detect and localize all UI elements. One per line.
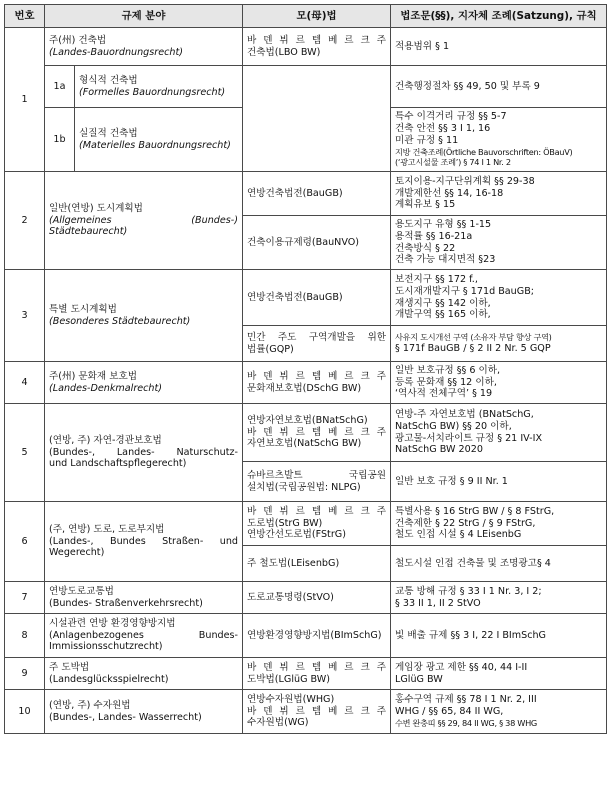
parent-law-cell	[243, 502, 391, 546]
provision-line: 일반 보호 규정 § 9 II Nr. 1	[395, 475, 508, 487]
provision-line: LGlüG BW	[395, 673, 443, 685]
category-ko: (연방, 주) 수자원법	[49, 699, 131, 711]
category-ko: 연방도로교통법	[49, 585, 114, 597]
parent-law-cell	[243, 270, 391, 326]
law-line: 슈바르츠발트 국립공원	[247, 469, 386, 481]
parent-law-cell	[243, 658, 391, 690]
category-de: Immissionsschutzrecht)	[49, 641, 163, 653]
provision-line: 개발제한선 §§ 14, 16-18	[395, 187, 504, 199]
subcategory-id: 1a	[45, 66, 75, 108]
provisions-cell	[391, 172, 607, 216]
provisions-cell	[391, 108, 607, 172]
row-number: 4	[5, 362, 45, 404]
category-cell	[45, 582, 243, 614]
law-line: 법률(GQP)	[247, 343, 294, 355]
table-row	[5, 362, 607, 404]
provision-line: 개발구역 §§ 165 이하,	[395, 309, 491, 321]
category-de: (Anlagenbezogenes Bundes-	[49, 629, 238, 641]
category-ko: 시설관련 연방 환경영향방지법	[49, 617, 176, 629]
provision-line: 일반 보호규정 §§ 6 이하,	[395, 364, 501, 376]
parent-law-cell	[243, 614, 391, 658]
provisions-cell	[391, 66, 607, 108]
header-provisions: 법조문(§§), 지자체 조례(Satzung), 규칙	[391, 5, 607, 28]
category-cell	[45, 614, 243, 658]
law-line: 바 덴 뷔 르 템 베 르 크 주	[247, 370, 386, 382]
law-line: 연방건축법전(BauGB)	[247, 187, 343, 199]
law-line: 연방건축법전(BauGB)	[247, 291, 343, 303]
category-de: (Bundes-, Landes- Wasserrecht)	[49, 711, 202, 723]
law-line: 바 덴 뷔 르 템 베 르 크 주	[247, 505, 386, 517]
law-line: 연방자연보호법(BNatSchG)	[247, 414, 368, 426]
law-line: 도로법(StrG BW)	[247, 517, 323, 529]
law-line: 설치법(국립공원법: NLPG)	[247, 481, 361, 493]
provision-line: 용도지구 유형 §§ 1-15	[395, 218, 492, 230]
category-cell	[45, 172, 243, 270]
provisions-cell	[391, 216, 607, 270]
parent-law-cell	[243, 582, 391, 614]
provision-line: 홍수구역 규제 §§ 78 I 1 Nr. 2, III	[395, 694, 537, 706]
law-line: 문화재보호법(DSchG BW)	[247, 382, 362, 394]
category-de: (Landes-, Bundes Straßen- und	[49, 535, 238, 547]
provisions-cell	[391, 546, 607, 582]
law-line: 자연보호법(NatSchG BW)	[247, 438, 362, 450]
subcategory-cell	[75, 66, 243, 108]
header-category: 규제 분야	[45, 5, 243, 28]
subcategory-id: 1b	[45, 108, 75, 172]
provisions-cell	[391, 270, 607, 326]
provision-line: NatSchG BW) §§ 20 이하,	[395, 420, 512, 432]
row-number: 8	[5, 614, 45, 658]
row-number: 2	[5, 172, 45, 270]
category-ko: 주(州) 건축법	[49, 34, 107, 46]
provision-line: 철도시설 인접 건축물 및 조명광고§ 4	[395, 557, 551, 569]
provision-line: 보전지구 §§ 172 f.,	[395, 273, 478, 285]
parent-law-cell	[243, 326, 391, 362]
provision-line: 철도 인접 시설 § 4 LEisenbG	[395, 529, 522, 541]
provision-line: 건축제한 § 22 StrG / § 9 FStrG,	[395, 517, 536, 529]
category-cell	[45, 502, 243, 582]
law-line: 바 덴 뷔 르 템 베 르 크 주	[247, 661, 386, 673]
provision-line: 빛 배출 규제 §§ 3 I, 22 I BImSchG	[395, 629, 546, 641]
subcategory-ko: 실질적 건축법	[79, 127, 138, 139]
table-row	[5, 690, 607, 734]
parent-law-cell	[243, 546, 391, 582]
table-row	[5, 502, 607, 546]
provision-line: 용적률 §§ 16-21a	[395, 230, 473, 242]
law-line: 연방환경영향방지법(BImSchG)	[247, 629, 382, 641]
parent-law-cell	[243, 66, 391, 172]
header-number: 번호	[5, 5, 45, 28]
category-de: (Allgemeines (Bundes-)	[49, 214, 238, 226]
row-number: 10	[5, 690, 45, 734]
provision-line: § 171f BauGB / § 2 II 2 Nr. 5 GQP	[395, 342, 551, 354]
law-line: 건축법(LBO BW)	[247, 46, 321, 58]
provisions-cell	[391, 690, 607, 734]
category-cell	[45, 28, 243, 66]
provision-line: NatSchG BW 2020	[395, 444, 483, 456]
provision-line: 특별사용 § 16 StrG BW / § 8 FStrG,	[395, 505, 555, 517]
parent-law-cell	[243, 362, 391, 404]
subcategory-de: (Formelles Bauordnungsrecht)	[79, 86, 226, 98]
law-line: 연방간선도로법(FStrG)	[247, 529, 346, 541]
subcategory-ko: 형식적 건축법	[79, 74, 138, 86]
regulation-table	[4, 4, 607, 734]
provision-line: 도시재개발지구 § 171d BauGB;	[395, 285, 535, 297]
provision-line: 계획유보 § 15	[395, 199, 456, 211]
header-row	[5, 5, 607, 28]
category-cell	[45, 270, 243, 362]
provisions-cell	[391, 404, 607, 462]
provision-line: 수변 완충띠 §§ 29, 84 II WG, § 38 WHG	[395, 718, 537, 729]
provision-line: 연방-주 자연보호법 (BNatSchG,	[395, 408, 534, 420]
provision-line: 사유지 도시개선 구역 (소유자 부담 향상 구역)	[395, 332, 552, 343]
table-row	[5, 66, 607, 108]
row-number: 6	[5, 502, 45, 582]
table-row	[5, 28, 607, 66]
provisions-cell	[391, 658, 607, 690]
category-de: (Landesglücksspielrecht)	[49, 673, 169, 685]
table-row	[5, 658, 607, 690]
provision-line: 적용범위 § 1	[395, 40, 450, 52]
category-cell	[45, 658, 243, 690]
parent-law-cell	[243, 690, 391, 734]
provision-line: 건축 가능 대지면적 §23	[395, 254, 496, 266]
category-de: (Bundes- Straßenverkehrsrecht)	[49, 597, 203, 609]
provision-line: 미관 규정 § 11	[395, 135, 459, 147]
law-line: 바 덴 뷔 르 템 베 르 크 주	[247, 34, 386, 46]
category-cell	[45, 404, 243, 502]
provision-line: ‘역사적 전체구역’ § 19	[395, 388, 493, 400]
category-de: (Bundes-, Landes- Naturschutz-	[49, 446, 238, 458]
table-row	[5, 270, 607, 326]
law-line: 도박법(LGlüG BW)	[247, 673, 331, 685]
law-line: 바 덴 뷔 르 템 베 르 크 주	[247, 705, 386, 717]
category-ko: (연방, 주) 자연-경관보호법	[49, 434, 162, 446]
category-de: (Landes-Bauordnungsrecht)	[49, 46, 183, 58]
subcategory-cell	[75, 108, 243, 172]
category-cell	[45, 362, 243, 404]
provision-line: (‘광고시설물 조례’) § 74 I 1 Nr. 2	[395, 157, 511, 168]
provision-line: 재생지구 §§ 142 이하,	[395, 297, 491, 309]
header-parent-law: 모(母)법	[243, 5, 391, 28]
provisions-cell	[391, 362, 607, 404]
subcategory-de: (Materielles Bauordnungsrecht)	[79, 139, 231, 151]
provision-line: 특수 이격거리 규정 §§ 5-7	[395, 111, 507, 123]
provision-line: 게임장 광고 제한 §§ 40, 44 I-II	[395, 661, 528, 673]
law-line: 바 덴 뷔 르 템 베 르 크 주	[247, 426, 386, 438]
row-number: 7	[5, 582, 45, 614]
provisions-cell	[391, 28, 607, 66]
provision-line: 건축 안전 §§ 3 I 1, 16	[395, 123, 491, 135]
law-line: 주 철도법(LEisenbG)	[247, 557, 340, 569]
provision-line: 지방 건축조례(Örtliche Bauvorschriften: ÖBauV)	[395, 147, 573, 158]
provision-line: 건축행정절차 §§ 49, 50 및 부록 9	[395, 80, 540, 92]
provision-line: 건축방식 § 22	[395, 242, 456, 254]
provisions-cell	[391, 582, 607, 614]
row-number: 3	[5, 270, 45, 362]
row-number: 5	[5, 404, 45, 502]
category-ko: (주, 연방) 도로, 도로부지법	[49, 523, 165, 535]
provision-line: 토지이용-지구단위계획 §§ 29-38	[395, 175, 535, 187]
table-row	[5, 172, 607, 216]
parent-law-cell	[243, 172, 391, 216]
parent-law-cell	[243, 404, 391, 462]
law-line: 민간 주도 구역개발을 위한	[247, 331, 386, 343]
category-ko: 주(州) 문화재 보호법	[49, 370, 138, 382]
provision-line: § 33 II 1, II 2 StVO	[395, 597, 481, 609]
provisions-cell	[391, 326, 607, 362]
category-de: Wegerecht)	[49, 547, 105, 559]
provisions-cell	[391, 614, 607, 658]
provision-line: 교통 방해 규정 § 33 I 1 Nr. 3, I 2;	[395, 585, 542, 597]
provision-line: WHG / §§ 65, 84 II WG,	[395, 706, 504, 718]
provisions-cell	[391, 502, 607, 546]
provision-line: 광고물-서치라이트 규정 § 21 IV-IX	[395, 432, 543, 444]
category-ko: 주 도박법	[49, 661, 90, 673]
law-line: 연방수자원법(WHG)	[247, 693, 335, 705]
table-row	[5, 582, 607, 614]
row-number: 1	[5, 28, 45, 172]
category-ko: 특별 도시계획법	[49, 303, 117, 315]
table-row	[5, 404, 607, 462]
parent-law-cell	[243, 462, 391, 502]
law-line: 건축이용규제령(BauNVO)	[247, 236, 360, 248]
category-de: und Landschaftspflegerecht)	[49, 458, 187, 470]
parent-law-cell	[243, 28, 391, 66]
law-line: 수자원법(WG)	[247, 717, 309, 729]
category-de: (Landes-Denkmalrecht)	[49, 382, 163, 394]
provision-line: 등록 문화재 §§ 12 이하,	[395, 376, 497, 388]
category-ko: 일반(연방) 도시계획법	[49, 202, 143, 214]
law-line: 도로교통명령(StVO)	[247, 591, 334, 603]
category-de: (Besonderes Städtebaurecht)	[49, 315, 191, 327]
table-row	[5, 614, 607, 658]
row-number: 9	[5, 658, 45, 690]
parent-law-cell	[243, 216, 391, 270]
provisions-cell	[391, 462, 607, 502]
category-de: Städtebaurecht)	[49, 226, 128, 238]
category-cell	[45, 690, 243, 734]
